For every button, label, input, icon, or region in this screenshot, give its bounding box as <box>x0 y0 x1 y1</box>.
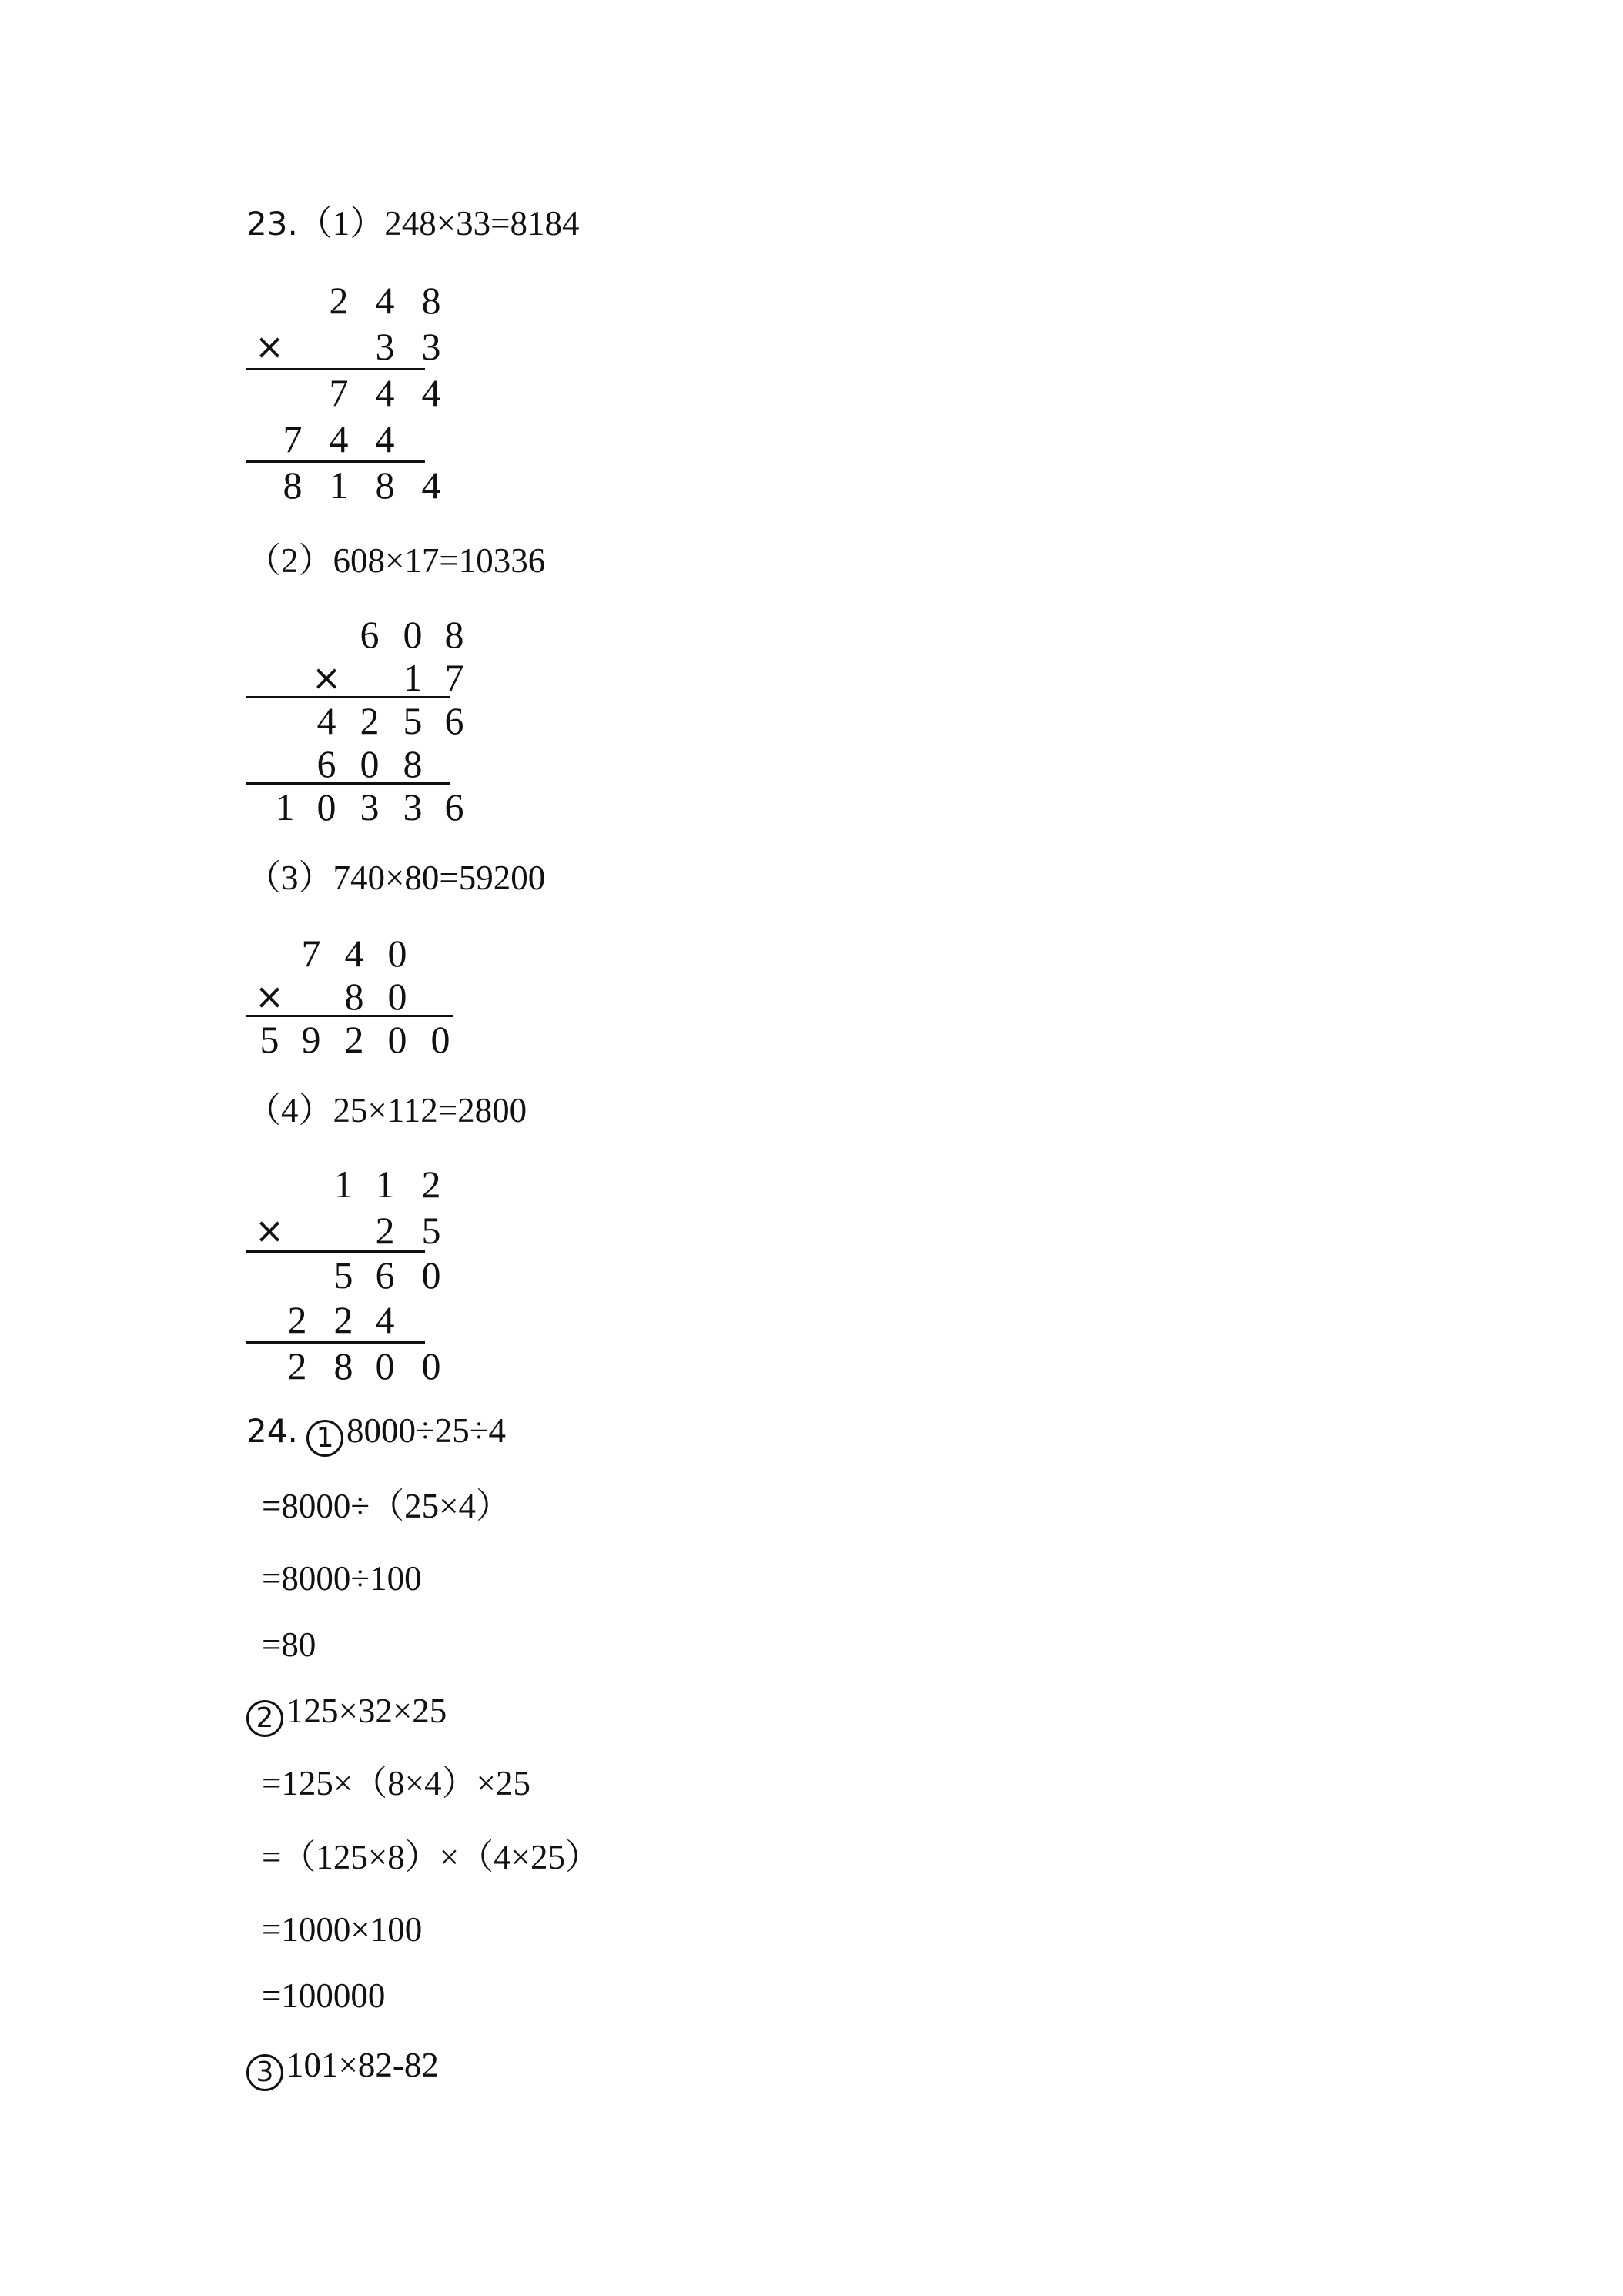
q24-item3 <box>246 2048 439 2091</box>
vertical-calc-1 <box>246 277 441 516</box>
circled-number-2: 2 <box>246 1700 283 1737</box>
calc-digit: 0 <box>403 613 423 656</box>
q24-item2-step1: =125×（8×4）×25 <box>262 1764 531 1802</box>
vertical-calc-3 <box>246 930 453 1061</box>
calc-digit: 6 <box>316 742 336 785</box>
calc-digit: 4 <box>421 371 441 414</box>
calc-digit: 7 <box>444 656 464 699</box>
calc-digit: 4 <box>421 464 441 507</box>
q24-item2-step2: =（125×8）×（4×25） <box>262 1838 601 1876</box>
calc-digit: 1 <box>329 464 349 507</box>
calc-digit: 4 <box>375 1298 395 1341</box>
calc-digit: 1 <box>275 785 295 828</box>
calc-digit: 6 <box>444 699 464 742</box>
multiply-sign: × <box>254 976 285 1017</box>
calc-digit: 6 <box>375 1253 395 1297</box>
calc-digit: 6 <box>360 613 380 656</box>
q24-number: 24. <box>246 1412 298 1450</box>
calc-rule-line <box>246 1341 425 1344</box>
calc-digit: 0 <box>316 785 336 828</box>
calc-digit: 4 <box>375 371 395 414</box>
calc-digit: 0 <box>375 1344 395 1387</box>
calc-digit: 4 <box>329 417 349 460</box>
q23-heading <box>246 206 580 241</box>
calc-digit: 8 <box>421 279 441 322</box>
q24-item1-step2: =8000÷100 <box>262 1559 422 1598</box>
q23-part2-equation: （2）608×17=10336 <box>246 541 546 580</box>
calc-digit: 2 <box>360 699 380 742</box>
calc-digit: 8 <box>344 975 364 1018</box>
calc-digit: 9 <box>301 1018 321 1061</box>
calc-digit: 4 <box>375 279 395 322</box>
calc-digit: 3 <box>360 785 380 828</box>
calc-digit: 0 <box>387 932 407 975</box>
multiply-sign: × <box>311 657 342 698</box>
calc-digit: 1 <box>403 656 423 699</box>
circled-number-3: 3 <box>246 2054 283 2091</box>
vertical-calc-4 <box>246 1161 441 1392</box>
calc-digit: 2 <box>344 1018 364 1061</box>
calc-digit: 7 <box>283 417 303 460</box>
calc-rule-line <box>246 1250 425 1253</box>
calc-rule-line <box>246 782 450 785</box>
calc-digit: 2 <box>333 1298 353 1341</box>
q23-part3-equation: （3）740×80=59200 <box>246 858 546 897</box>
q23-number: 23. <box>246 205 298 243</box>
calc-digit: 0 <box>421 1344 441 1387</box>
calc-digit: 3 <box>421 325 441 368</box>
multiply-sign: × <box>254 326 285 367</box>
calc-digit: 3 <box>375 325 395 368</box>
calc-digit: 2 <box>329 279 349 322</box>
calc-digit: 2 <box>287 1344 307 1387</box>
q24-item2-expr: 125×32×25 <box>286 1692 447 1730</box>
calc-digit: 8 <box>283 464 303 507</box>
calc-digit: 7 <box>329 371 349 414</box>
calc-digit: 5 <box>403 699 423 742</box>
q24-item1-step1: =8000÷（25×4） <box>262 1487 510 1525</box>
q24-item2-step3: =1000×100 <box>262 1910 423 1949</box>
q24-item2 <box>246 1694 447 1737</box>
calc-digit: 8 <box>444 613 464 656</box>
q24-item1-step3: =80 <box>262 1625 316 1664</box>
calc-rule-line <box>246 460 425 463</box>
calc-digit: 7 <box>301 932 321 975</box>
calc-digit: 2 <box>375 1209 395 1252</box>
circled-number-1: 1 <box>306 1420 343 1457</box>
calc-digit: 8 <box>333 1344 353 1387</box>
calc-digit: 5 <box>333 1253 353 1297</box>
q24-item1-expr: 8000÷25÷4 <box>346 1411 506 1450</box>
multiply-sign: × <box>254 1210 285 1251</box>
calc-digit: 4 <box>316 699 336 742</box>
q24-item1 <box>246 1411 506 1457</box>
calc-rule-line <box>246 368 425 370</box>
calc-digit: 0 <box>387 975 407 1018</box>
calc-digit: 8 <box>375 464 395 507</box>
q23-part1-equation: （1）248×33=8184 <box>297 204 580 243</box>
calc-digit: 1 <box>333 1163 353 1206</box>
q23-part4-equation: （4）25×112=2800 <box>246 1091 527 1130</box>
calc-digit: 4 <box>375 417 395 460</box>
calc-rule-line <box>246 696 450 698</box>
calc-digit: 0 <box>360 742 380 785</box>
calc-digit: 0 <box>430 1018 450 1061</box>
calc-digit: 0 <box>421 1253 441 1297</box>
calc-digit: 6 <box>444 785 464 828</box>
vertical-calc-2 <box>246 611 464 828</box>
q24-item3-expr: 101×82-82 <box>286 2046 439 2084</box>
calc-digit: 2 <box>287 1298 307 1341</box>
calc-digit: 2 <box>421 1163 441 1206</box>
calc-digit: 5 <box>259 1018 279 1061</box>
calc-digit: 4 <box>344 932 364 975</box>
calc-digit: 0 <box>387 1018 407 1061</box>
calc-digit: 8 <box>403 742 423 785</box>
calc-digit: 3 <box>403 785 423 828</box>
calc-rule-line <box>246 1015 453 1017</box>
calc-digit: 1 <box>375 1163 395 1206</box>
calc-digit: 5 <box>421 1209 441 1252</box>
q24-item2-step4: =100000 <box>262 1976 386 2015</box>
